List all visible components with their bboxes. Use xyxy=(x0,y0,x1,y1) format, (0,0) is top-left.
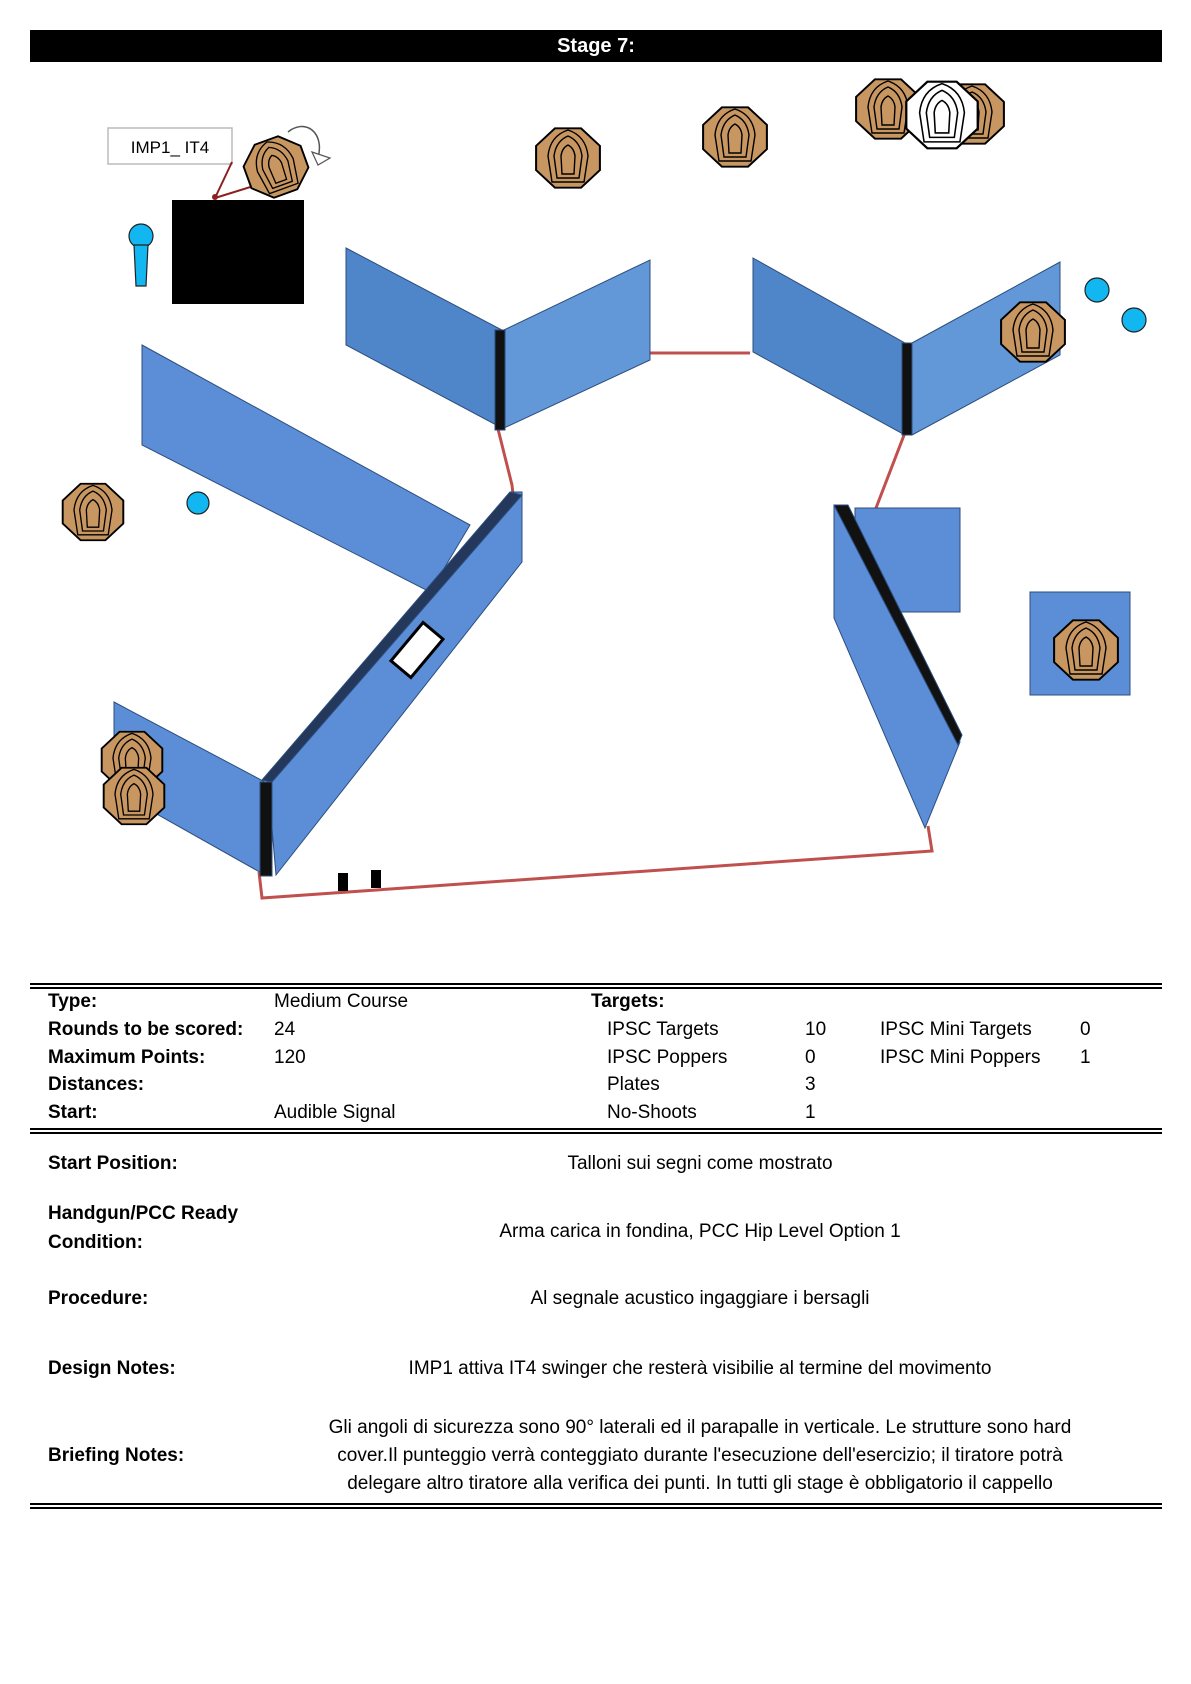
type-value: Medium Course xyxy=(274,991,409,1012)
mini-popper-count: 1 xyxy=(1080,1047,1091,1068)
fault-lines xyxy=(259,353,932,898)
popper-name: IPSC Poppers xyxy=(607,1047,728,1068)
ready-text: Arma carica in fondina, PCC Hip Level Option 1 xyxy=(499,1221,901,1242)
maxpoints-label: Maximum Points: xyxy=(48,1047,206,1068)
start-mark-right xyxy=(371,870,381,888)
walls xyxy=(114,248,1130,876)
rounds-value: 24 xyxy=(274,1019,296,1040)
ready-label-1: Handgun/PCC Ready xyxy=(48,1203,239,1224)
procedure-label: Procedure: xyxy=(48,1288,149,1309)
popper xyxy=(129,224,153,286)
popper-count: 0 xyxy=(805,1047,816,1068)
briefing-line-2: cover.Il punteggio verrà conteggiato durante l'esecuzione dell'esercizio; il tiratore potrà xyxy=(337,1445,1063,1466)
design-text: IMP1 attiva IT4 swinger che resterà visibilie al termine del movimento xyxy=(408,1358,992,1379)
target-count: 10 xyxy=(805,1019,827,1040)
briefing-line-1: Gli angoli di sicurezza sono 90° laterali ed il parapalle in verticale. Le strutture sono hard xyxy=(328,1417,1072,1438)
start-label: Start: xyxy=(48,1102,98,1123)
design-label: Design Notes: xyxy=(48,1358,176,1379)
start-position-text: Talloni sui segni come mostrato xyxy=(567,1153,833,1174)
swinger-target xyxy=(238,130,314,204)
stage-title: Stage 7: xyxy=(30,30,1162,62)
target-name: IPSC Targets xyxy=(607,1019,719,1040)
targets-label: Targets: xyxy=(591,991,665,1012)
mini-popper-name: IPSC Mini Poppers xyxy=(880,1047,1041,1068)
noshoots-name: No-Shoots xyxy=(607,1102,697,1123)
rounds-label: Rounds to be scored: xyxy=(48,1019,244,1040)
start-value: Audible Signal xyxy=(274,1102,396,1123)
start-position-label: Start Position: xyxy=(48,1153,178,1174)
procedure-text: Al segnale acustico ingaggiare i bersagli xyxy=(530,1288,870,1309)
briefing-line-3: delegare altro tiratore alla verifica dei punti. In tutti gli stage è obbligatorio il cappello xyxy=(347,1473,1053,1494)
maxpoints-value: 120 xyxy=(274,1047,306,1068)
plates-count: 3 xyxy=(805,1074,816,1095)
imp-label: IMP1_ IT4 xyxy=(130,138,210,157)
distances-label: Distances: xyxy=(48,1074,145,1095)
no-shoot-target xyxy=(906,82,977,149)
start-mark-left xyxy=(338,873,348,891)
ready-label-2: Condition: xyxy=(48,1232,143,1253)
plates-name: Plates xyxy=(607,1074,660,1095)
mini-target-count: 0 xyxy=(1080,1019,1091,1040)
noshoots-count: 1 xyxy=(805,1102,816,1123)
activator-box xyxy=(172,200,304,304)
mini-target-name: IPSC Mini Targets xyxy=(880,1019,1032,1040)
briefing-label: Briefing Notes: xyxy=(48,1445,185,1466)
type-label: Type: xyxy=(48,991,98,1012)
